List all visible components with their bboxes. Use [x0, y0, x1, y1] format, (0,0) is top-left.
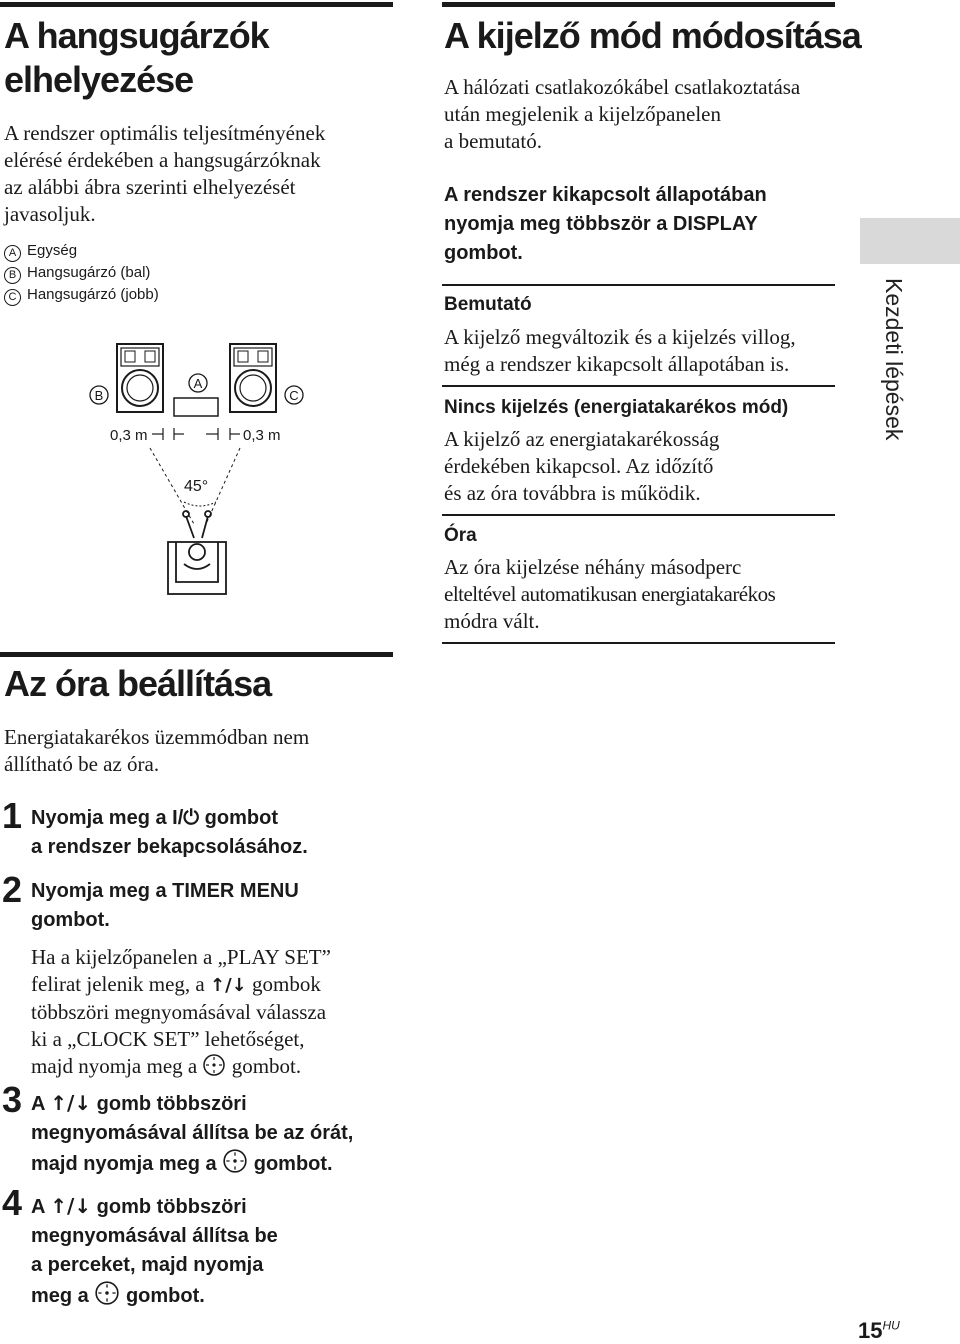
label-b: B — [94, 388, 104, 403]
mode-name: Nincs kijelzés (energiatakarékos mód) — [444, 397, 789, 418]
enter-button-icon — [94, 1280, 120, 1306]
step-number: 3 — [2, 1079, 23, 1120]
enter-button-icon — [222, 1148, 248, 1174]
mode-name: Óra — [444, 525, 477, 546]
right-speaker-icon — [230, 344, 276, 412]
label-a: A — [193, 376, 203, 391]
legend-item: B Hangsugárzó (bal) — [4, 262, 159, 284]
distance-left-label: 0,3 m — [110, 427, 148, 444]
step-1-text: Nyomja meg a I/⏻ gombot a rendszer bekapcsolásához. — [31, 807, 308, 858]
step-2-note: Ha a kijelzőpanelen a „PLAY SET” felirat jelenik meg, a ↑/↓ gombok többszöri megnyomásával válassza ki a „CLOCK SET” lehetőséget, majd nyomja meg a gombot. — [31, 945, 331, 1078]
section-title-speakers: A hangsugárzók elhelyezése — [4, 15, 269, 100]
clock-intro: Energiatakarékos üzemmódban nem állítható be az óra. — [4, 725, 310, 776]
power-icon: I/⏻ — [172, 807, 200, 829]
table-rule — [442, 642, 835, 644]
legend-item: C Hangsugárzó (jobb) — [4, 284, 159, 306]
section-rule — [0, 652, 393, 657]
step-number: 2 — [2, 869, 23, 910]
mode-description: A kijelző az energiatakarékosság érdekében kikapcsol. Az időzítő és az óra továbbra is működik. — [444, 427, 720, 505]
enter-button-icon — [202, 1053, 226, 1077]
left-speaker-icon — [117, 344, 163, 412]
table-rule — [442, 385, 835, 387]
up-down-arrows-icon: ↑/↓ — [210, 975, 247, 996]
distance-right-label: 0,3 m — [243, 427, 281, 444]
step-number: 1 — [2, 795, 23, 836]
display-intro: A hálózati csatlakozókábel csatlakoztatása után megjelenik a kijelzőpanelen a bemutató. — [444, 75, 801, 153]
label-c: C — [289, 388, 299, 403]
mode-description: A kijelző megváltozik és a kijelzés villog, még a rendszer kikapcsolt állapotában is. — [444, 325, 796, 376]
section-title-clock: Az óra beállítása — [4, 663, 272, 704]
step-number: 4 — [2, 1182, 23, 1223]
table-rule — [442, 514, 835, 516]
table-rule — [442, 284, 835, 286]
speakers-intro: A rendszer optimális teljesítményének elérésé érdekében a hangsugárzóknak az alábbi ábra szerinti elhelyezését javasoljuk. — [4, 121, 326, 226]
angle-label: 45° — [184, 478, 209, 495]
step-3-text: A ↑/↓ gomb többszöri megnyomásával állítsa be az órát, majd nyomja meg a gombot. — [31, 1091, 354, 1175]
section-title-display: A kijelző mód módosítása — [444, 15, 861, 56]
side-tab-label: Kezdeti lépések — [881, 278, 907, 441]
mode-name: Bemutató — [444, 294, 532, 315]
display-instruction: A rendszer kikapcsolt állapotában nyomja meg többször a DISPLAY gombot. — [444, 184, 767, 264]
up-down-arrows-icon: ↑/↓ — [50, 1194, 92, 1218]
up-down-arrows-icon: ↑/↓ — [50, 1091, 92, 1115]
section-rule — [0, 2, 393, 7]
step-4-text: A ↑/↓ gomb többszöri megnyomásával állítsa be a perceket, majd nyomja meg a gombot. — [31, 1194, 278, 1307]
diagram-legend — [4, 240, 159, 306]
section-rule — [442, 2, 835, 7]
mode-description: Az óra kijelzése néhány másodperc elteltével automatikusan energiatakarékos módra vált. — [444, 555, 776, 633]
listener-icon — [168, 511, 226, 594]
legend-item: A Egység — [4, 240, 159, 262]
speaker-placement-diagram — [80, 338, 320, 610]
page-number: $15^{HU}$ — [858, 1318, 900, 1343]
unit-icon — [174, 398, 218, 416]
side-tab — [860, 218, 960, 264]
step-2-text: Nyomja meg a TIMER MENU gombot. — [31, 880, 299, 931]
